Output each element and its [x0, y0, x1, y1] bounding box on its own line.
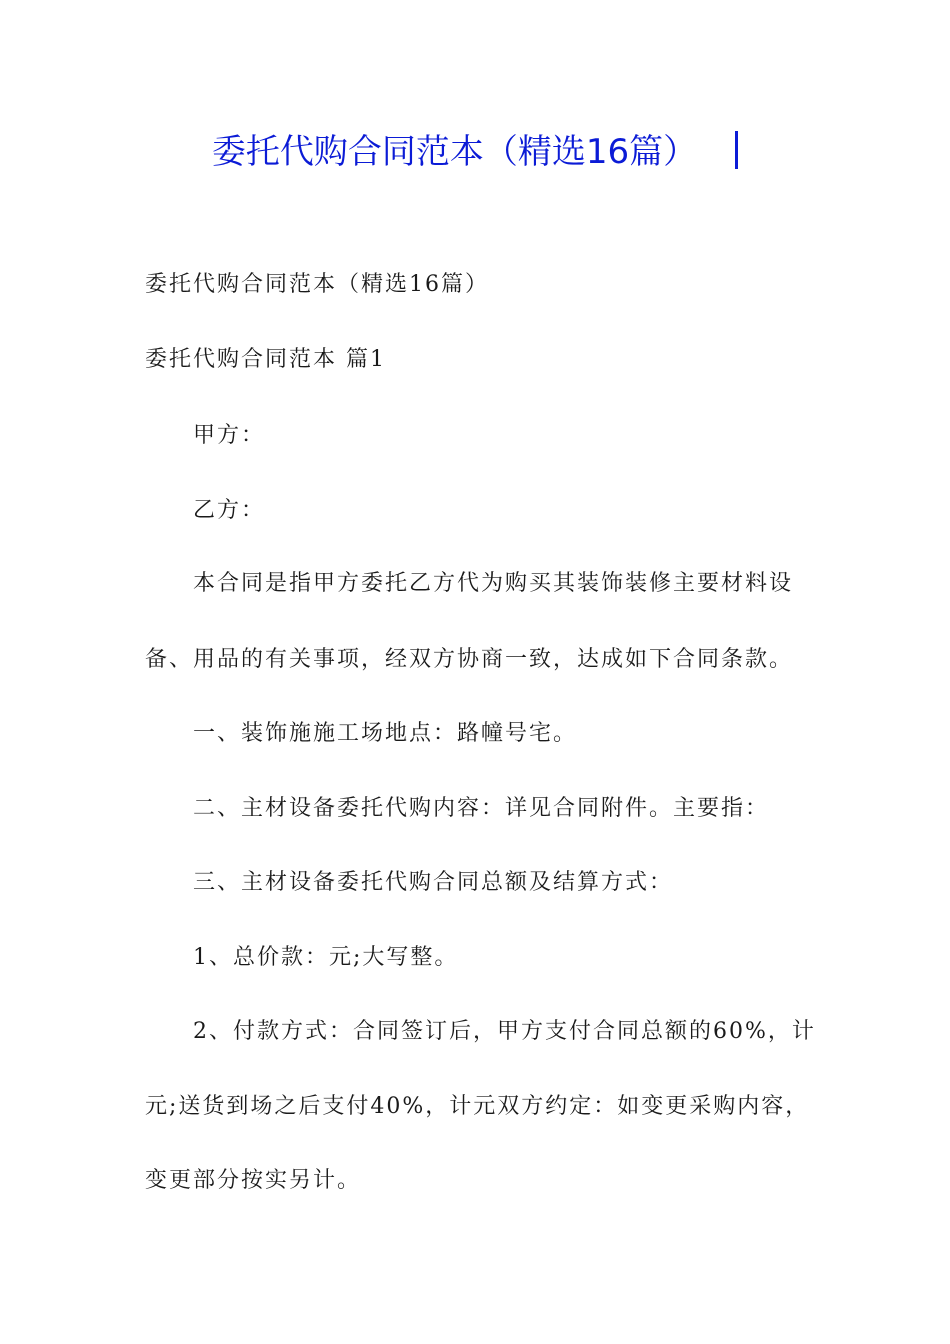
text-cursor	[735, 131, 738, 169]
paragraph-line: 备、用品的有关事项，经双方协商一致，达成如下合同条款。	[145, 647, 794, 672]
document-title-text: 委托代购合同范本（精选16篇）	[211, 132, 698, 172]
section-heading: 委托代购合同范本 篇1	[145, 347, 386, 372]
clause-line: 一、装饰施施工场地点：路幢号宅。	[193, 721, 578, 746]
party-a-label: 甲方：	[193, 423, 266, 448]
clause-line: 变更部分按实另计。	[145, 1168, 362, 1193]
clause-line: 二、主材设备委托代购内容：详见合同附件。主要指：	[193, 796, 770, 821]
clause-line: 1、总价款：元;大写整。	[193, 945, 459, 970]
paragraph-line: 本合同是指甲方委托乙方代为购买其装饰装修主要材料设	[193, 571, 794, 596]
clause-line: 元;送货到场之后支付40%，计元双方约定：如变更采购内容，	[145, 1094, 810, 1119]
document-subtitle: 委托代购合同范本（精选16篇）	[145, 272, 489, 297]
clause-line: 三、主材设备委托代购合同总额及结算方式：	[193, 870, 674, 895]
party-b-label: 乙方：	[193, 498, 266, 523]
clause-line: 2、付款方式：合同签订后，甲方支付合同总额的60%，计	[193, 1019, 816, 1044]
document-title	[0, 128, 950, 176]
